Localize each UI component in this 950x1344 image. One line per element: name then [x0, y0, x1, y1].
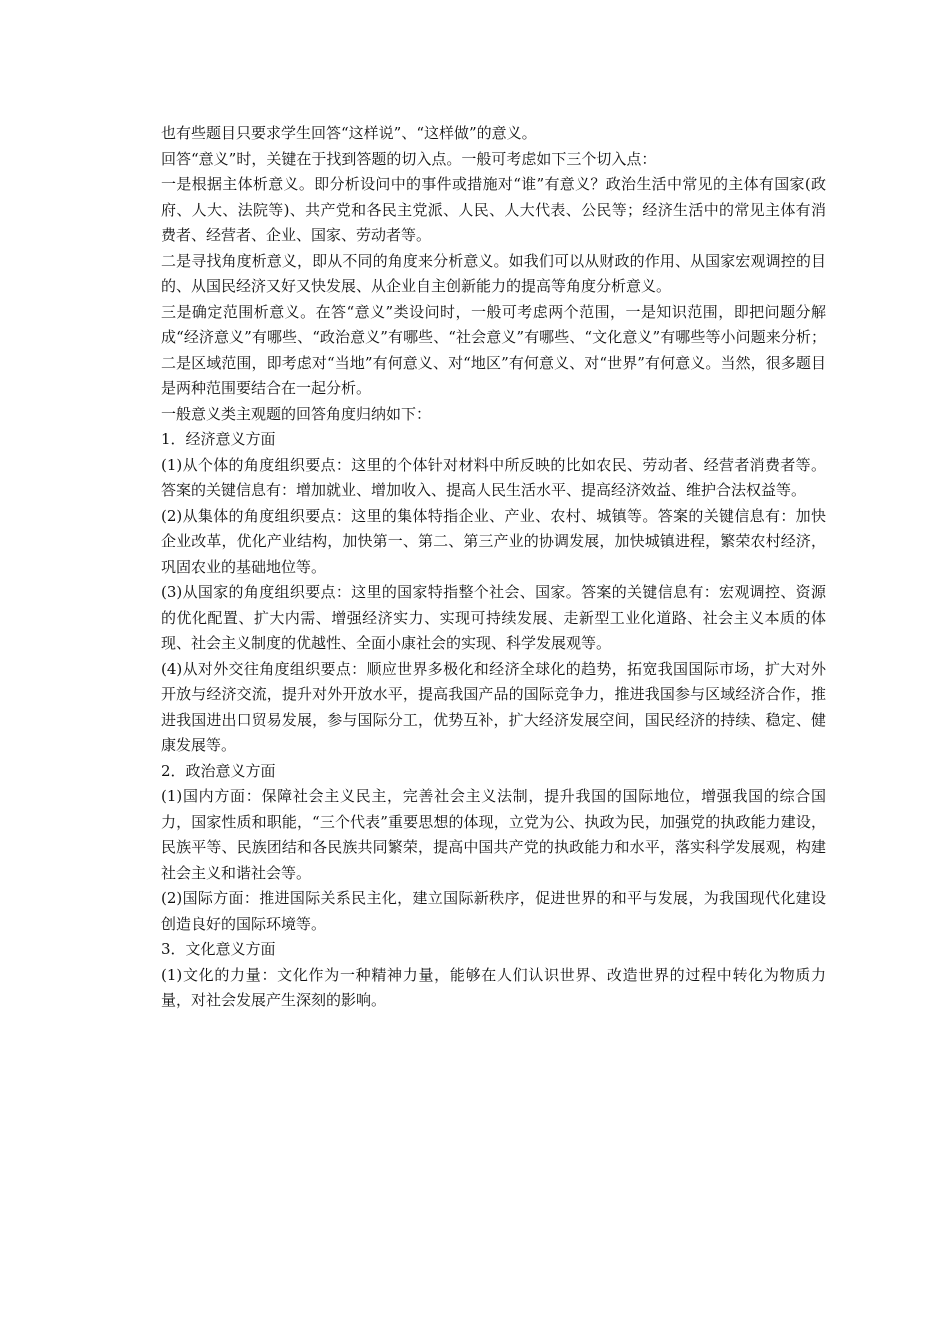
paragraph-intro: 也有些题目只要求学生回答“这样说”、“这样做”的意义。: [161, 124, 537, 142]
document-body: [161, 121, 826, 1014]
paragraph-entry-point: 回答“意义”时，关键在于找到答题的切入点。一般可考虑如下三个切入点：: [161, 149, 657, 168]
paragraph-summary: 一般意义类主观题的回答角度归纳如下：: [161, 404, 432, 423]
heading-cultural: 3．文化意义方面: [161, 940, 276, 958]
paragraph-angle: 二是寻找角度析意义，即从不同的角度来分析意义。如我们可以从财政的作用、从国家宏观调控的目的、从国民经济又好又快发展、从企业自主创新能力的提高等角度分析意义。: [161, 251, 826, 295]
paragraph-economic-collective: (2)从集体的角度组织要点：这里的集体特指企业、产业、农村、城镇等。答案的关键信息有：加快企业改革，优化产业结构，加快第一、第二、第三产业的协调发展，加快城镇进程，繁荣农村经济，巩固农业的基础地位等。: [161, 506, 826, 576]
paragraph-scope: 三是确定范围析意义。在答“意义”类设问时，一般可考虑两个范围，一是知识范围，即把问题分解成“经济意义”有哪些、“政治意义”有哪些、“社会意义”有哪些、“文化意义”有哪些等小问题来分析；二是区域范围，即考虑对“当地”有何意义、对“地区”有何意义、对“世界”有何意义。当然，很多题目是两种范围要结合在一起分析。: [161, 302, 826, 397]
paragraph-subject: 一是根据主体析意义。即分析设问中的事件或措施对“谁”有意义？政治生活中常见的主体有国家(政府、人大、法院等)、共产党和各民主党派、人民、人大代表、公民等；经济生活中的常见主体有消费者、经营者、企业、国家、劳动者等。: [161, 175, 826, 244]
paragraph-economic-individual: (1)从个体的角度组织要点：这里的个体针对材料中所反映的比如农民、劳动者、经营者消费者等。答案的关键信息有：增加就业、增加收入、提高人民生活水平、提高经济效益、维护合法权益等。: [161, 455, 826, 499]
paragraph-political-international: (2)国际方面：推进国际关系民主化，建立国际新秩序，促进世界的和平与发展，为我国现代化建设创造良好的国际环境等。: [161, 889, 826, 933]
paragraph-political-domestic: (1)国内方面：保障社会主义民主，完善社会主义法制，提升我国的国际地位，增强我国的综合国力，国家性质和职能，“三个代表”重要思想的体现，立党为公、执政为民，加强党的执政能力建设，民族平等、民族团结和各民族共同繁荣，提高中国共产党的执政能力和水平，落实科学发展观，构建社会主义和谐社会等。: [161, 787, 826, 882]
paragraph-economic-foreign: (4)从对外交往角度组织要点：顺应世界多极化和经济全球化的趋势，拓宽我国国际市场，扩大对外开放与经济交流，提升对外开放水平，提高我国产品的国际竞争力，推进我国参与区域经济合作，推进我国进出口贸易发展，参与国际分工，优势互补，扩大经济发展空间，国民经济的持续、稳定、健康发展等。: [161, 659, 826, 754]
paragraph-cultural-power: (1)文化的力量：文化作为一种精神力量，能够在人们认识世界、改造世界的过程中转化为物质力量，对社会发展产生深刻的影响。: [161, 965, 826, 1009]
heading-economic: 1．经济意义方面: [161, 430, 276, 448]
heading-political: 2．政治意义方面: [161, 761, 276, 780]
paragraph-economic-national: (3)从国家的角度组织要点：这里的国家特指整个社会、国家。答案的关键信息有：宏观调控、资源的优化配置、扩大内需、增强经济实力、实现可持续发展、走新型工业化道路、社会主义本质的体现、社会主义制度的优越性、全面小康社会的实现、科学发展观等。: [161, 583, 826, 652]
